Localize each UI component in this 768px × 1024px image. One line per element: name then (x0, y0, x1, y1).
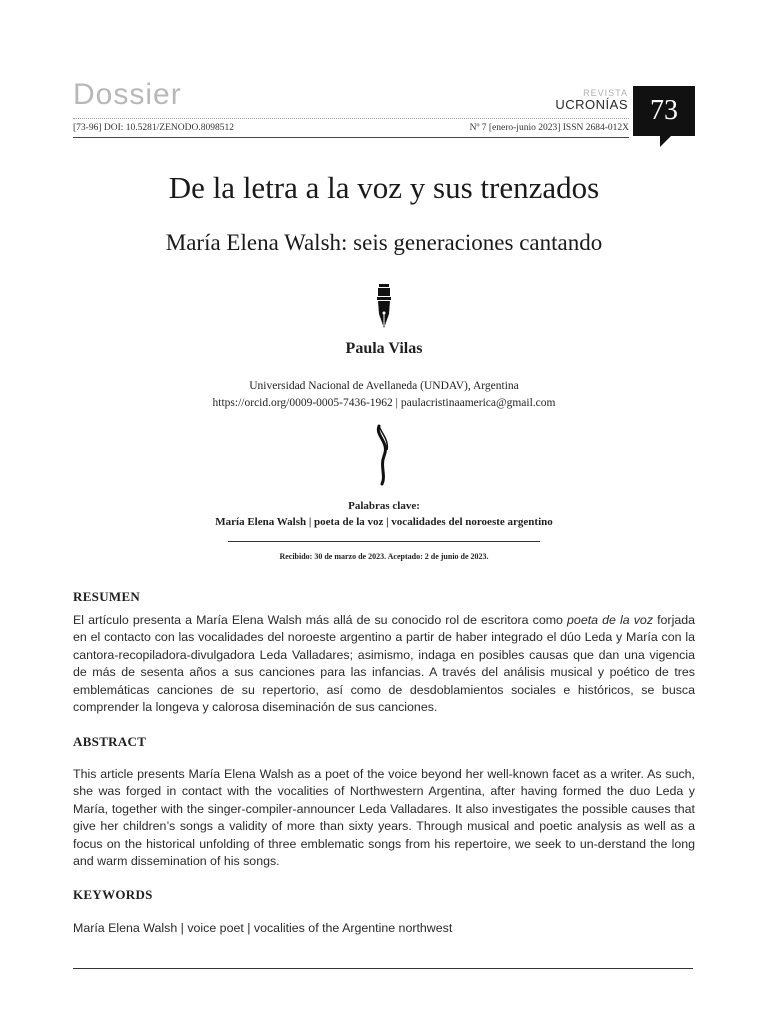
journal-name: UCRONÍAS (555, 97, 628, 112)
abstract-heading: ABSTRACT (73, 734, 147, 749)
resumen-text-part1: El artículo presenta a María Elena Walsh más allá de su conocido rol de escritora como (73, 613, 568, 627)
swirl-ornament-icon (372, 424, 394, 486)
contact-line: https://orcid.org/0009-0005-7436-1962 | paulacristinaamerica@gmail.com (212, 397, 556, 409)
page-number-tab: 73 (633, 86, 695, 136)
doi-text: [73-96] DOI: 10.5281/ZENODO.8098512 (73, 123, 234, 133)
resumen-heading: RESUMEN (73, 589, 141, 604)
footer-divider (73, 968, 693, 969)
received-accepted-dates: Recibido: 30 de marzo de 2023. Aceptado: 2 de junio de 2023. (279, 552, 489, 561)
issue-text: Nº 7 [enero-junio 2023] ISSN 2684-012X (469, 123, 629, 133)
affiliation: Universidad Nacional de Avellaneda (UNDAV), Argentina (249, 380, 519, 392)
resumen-text-italic: poeta de la voz (567, 613, 654, 627)
palabras-clave-label: Palabras clave: (348, 500, 420, 512)
header-divider (73, 137, 629, 138)
keywords-divider (228, 541, 540, 542)
fountain-pen-icon (374, 284, 394, 330)
resumen-text (73, 612, 695, 716)
journal-logo (555, 88, 628, 112)
abstract-text: This article presents María Elena Walsh as a poet of the voice beyond her well-known facet as a writer. As such, she was forged in contact with the vocalities of Northwestern Argentina, after having formed the duo Leda y María, together with the singer-compiler-announcer Leda Valladares. It also investigates the possible causes that give her children’s songs a validity of more than sixty years. Through musical and poetic analysis as well as a focus on the historical unfolding of three emblematic songs from his repertoire, we seek to un-derstand the long and warm dissemination of his songs. (73, 767, 695, 869)
keywords-heading: KEYWORDS (73, 887, 153, 902)
author-affiliation-block (0, 378, 768, 412)
article-subtitle: María Elena Walsh: seis generaciones cantando (165, 230, 603, 255)
article-title: De la letra a la voz y sus trenzados (168, 170, 600, 205)
resumen-text-part2: forjada en el contacto con las vocalidades del noroeste argentino a partir de haber integrado el dúo Leda y María con la cantora-recopiladora-divulgadora Leda Valladares; asimismo, indaga en posibles causas que dan una vigencia de más de sesenta años a sus canciones para las infancias. A través del análisis musical y poético de tres emblemáticas canciones de su repertorio, así como de desdoblamientos sociales e históricos, se busca comprender la longeva y calorosa diseminación de sus canciones. (73, 613, 695, 715)
journal-label: REVISTA (583, 88, 628, 98)
keywords-text: María Elena Walsh | voice poet | vocalities of the Argentine northwest (73, 921, 453, 935)
author-name: Paula Vilas (345, 340, 423, 357)
section-name: Dossier (73, 78, 182, 111)
palabras-clave-list: María Elena Walsh | poeta de la voz | vocalidades del noroeste argentino (215, 516, 553, 528)
palabras-clave-block (0, 498, 768, 530)
meta-line (73, 118, 629, 133)
